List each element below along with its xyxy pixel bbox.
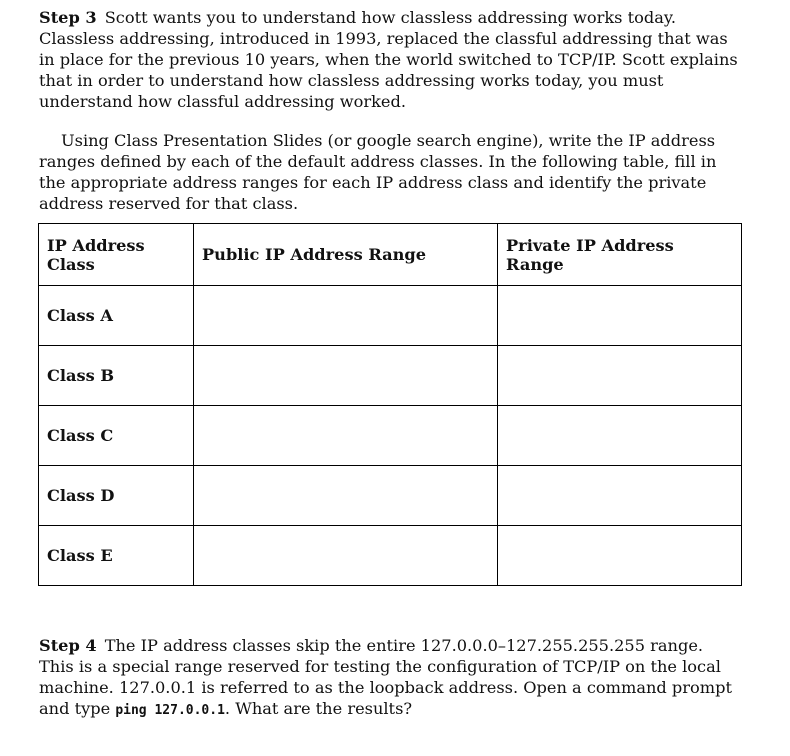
public-range-cell[interactable] bbox=[194, 526, 498, 586]
header-ip-address-class: IP Address Class bbox=[39, 224, 194, 286]
step-3-paragraph bbox=[39, 7, 739, 112]
table-header-row bbox=[39, 224, 742, 286]
class-cell: Class D bbox=[39, 466, 194, 526]
header-private-ip-range: Private IP Address Range bbox=[498, 224, 742, 286]
step-4-label: Step 4 bbox=[39, 636, 97, 655]
class-cell: Class A bbox=[39, 286, 194, 346]
private-range-cell[interactable] bbox=[498, 286, 742, 346]
private-range-cell[interactable] bbox=[498, 406, 742, 466]
step-4-text-after: . What are the results? bbox=[224, 699, 413, 718]
private-range-cell[interactable] bbox=[498, 526, 742, 586]
public-range-cell[interactable] bbox=[194, 466, 498, 526]
private-range-cell[interactable] bbox=[498, 466, 742, 526]
table-row bbox=[39, 526, 742, 586]
table-row bbox=[39, 286, 742, 346]
step-3-label: Step 3 bbox=[39, 8, 97, 27]
table-row bbox=[39, 346, 742, 406]
table-row bbox=[39, 406, 742, 466]
step-4-paragraph bbox=[39, 635, 739, 721]
instructions-paragraph: Using Class Presentation Slides (or google search engine), write the IP address ranges defined by each of the default address classes. In the following table, fill in the appropriate address ranges for each IP address class and identify the private address reserved for that class. bbox=[39, 131, 717, 213]
public-range-cell[interactable] bbox=[194, 406, 498, 466]
class-cell: Class B bbox=[39, 346, 194, 406]
class-cell: Class C bbox=[39, 406, 194, 466]
class-cell: Class E bbox=[39, 526, 194, 586]
public-range-cell[interactable] bbox=[194, 286, 498, 346]
header-public-ip-range: Public IP Address Range bbox=[194, 224, 498, 286]
ip-address-class-table bbox=[38, 223, 742, 586]
step-3-text: Scott wants you to understand how classless addressing works today. Classless addressing, introduced in 1993, replaced the classful addressing that was in place for the previous 10 years, when the world switched to TCP/IP. Scott explains that in order to understand how classless addressing works today, you must understand how classful addressing worked. bbox=[39, 8, 738, 111]
step-4-text-before: The IP address classes skip the entire 127.0.0.0–127.255.255.255 range. This is a special range reserved for testing the configuration of TCP/IP on the local machine. 127.0.0.1 is referred to as the loopback address. Open a command prompt and type bbox=[39, 636, 732, 718]
private-range-cell[interactable] bbox=[498, 346, 742, 406]
ping-command: ping 127.0.0.1 bbox=[115, 703, 225, 718]
table-row bbox=[39, 466, 742, 526]
public-range-cell[interactable] bbox=[194, 346, 498, 406]
